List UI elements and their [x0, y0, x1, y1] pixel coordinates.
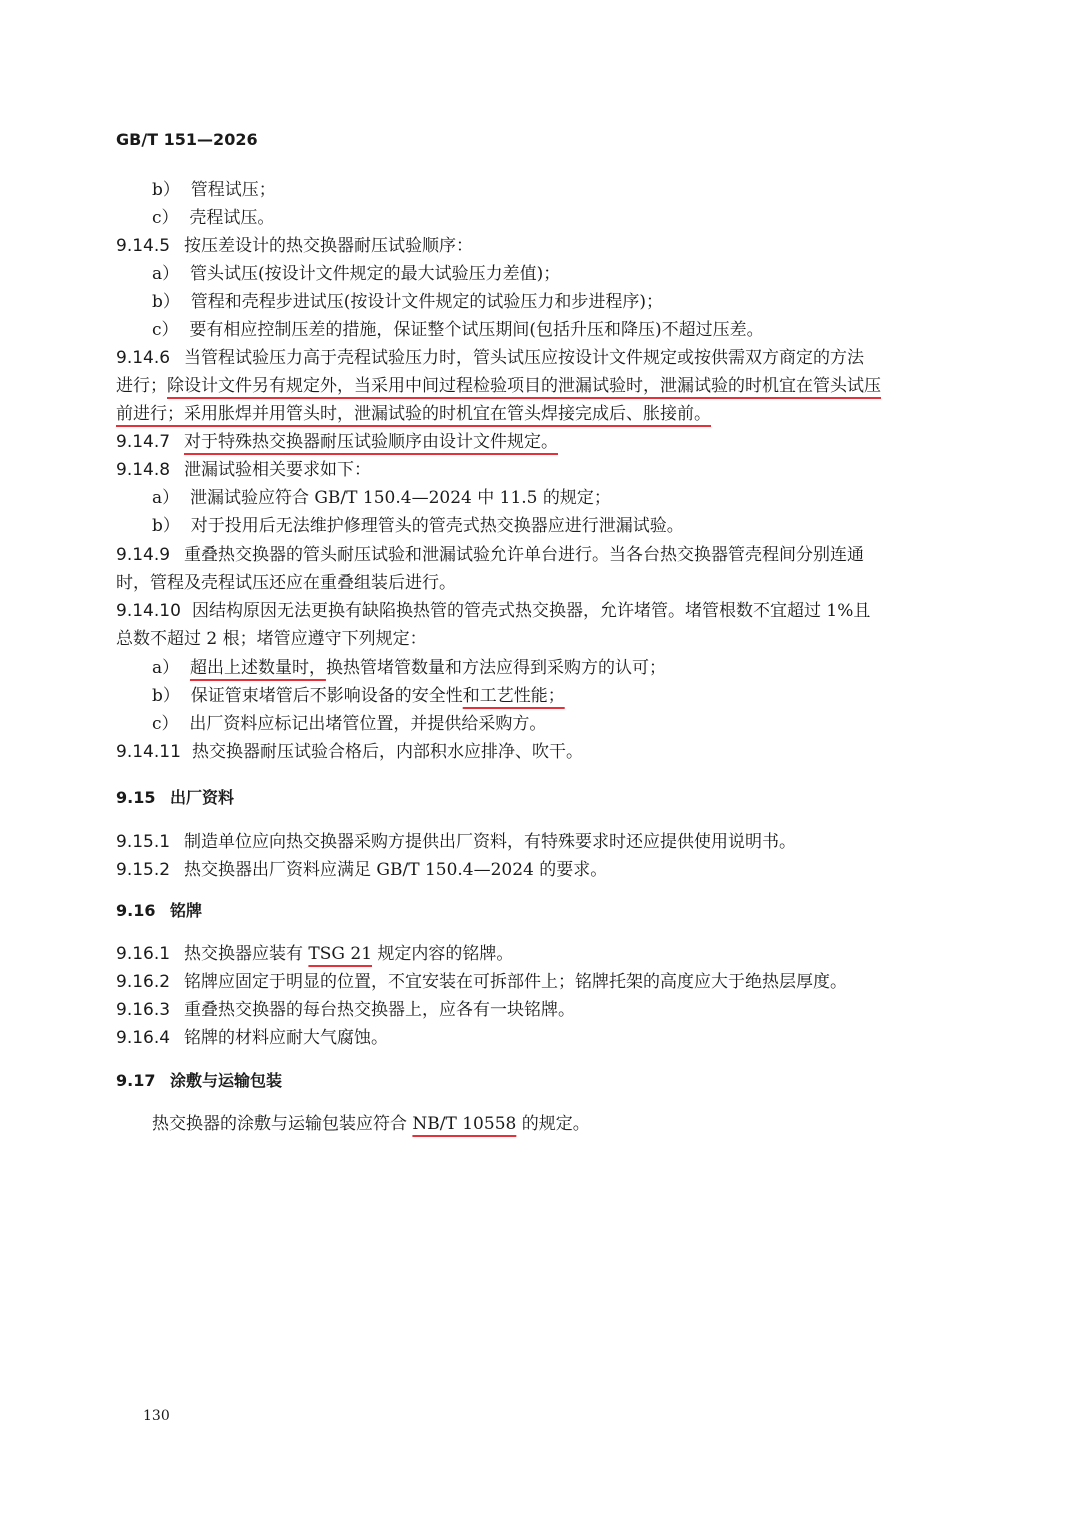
list-item — [152, 486, 611, 510]
clause-text: 按压差设计的热交换器耐压试验顺序： — [184, 236, 473, 256]
clause-text: 泄漏试验相关要求如下： — [184, 460, 371, 480]
list-item — [152, 178, 276, 202]
list-text: 出厂资料应标记出堵管位置，并提供给采购方。 — [189, 714, 547, 734]
clause-9-16-2 — [116, 970, 847, 994]
list-item — [152, 656, 666, 680]
list-text: 保证管束堵管后不影响设备的安全性 — [190, 686, 463, 706]
highlighted-text: 除设计文件另有规定外，当采用中间过程检验项目的泄漏试验时，泄漏试验的时机宜在管头试压 — [167, 376, 881, 396]
clause-number: 9.14.11 — [116, 742, 181, 762]
clause-number: 9.14.8 — [116, 460, 171, 480]
list-item — [152, 206, 274, 230]
list-text: 壳程试压。 — [189, 208, 275, 228]
clause-text: 规定内容的铭牌。 — [372, 944, 514, 964]
list-text: 要有相应控制压差的措施，保证整个试压期间(包括升压和降压)不超过压差。 — [189, 320, 764, 340]
list-label: c） — [152, 714, 179, 734]
clause-9-14-11 — [116, 740, 583, 764]
list-label: c） — [152, 320, 179, 340]
clause-text: 铭牌的材料应耐大气腐蚀。 — [184, 1028, 388, 1048]
clause-text: 总数不超过 2 根；堵管应遵守下列规定： — [116, 629, 427, 649]
highlighted-text: 对于特殊热交换器耐压试验顺序由设计文件规定。 — [184, 432, 558, 452]
document-header: GB/T 151—2026 — [116, 130, 258, 149]
section-title: 涂敷与运输包装 — [170, 1071, 283, 1090]
clause-number: 9.14.10 — [116, 601, 181, 621]
body-text: 热交换器的涂敷与运输包装应符合 — [152, 1114, 413, 1134]
page-number: 130 — [143, 1408, 170, 1424]
clause-text: 热交换器耐压试验合格后，内部积水应排净、吹干。 — [192, 742, 583, 762]
clause-9-16-4 — [116, 1026, 388, 1050]
body-text: 的规定。 — [516, 1114, 590, 1134]
clause-9-14-6 — [116, 346, 864, 370]
list-item — [152, 712, 546, 736]
list-label: b） — [152, 180, 180, 200]
clause-text: 热交换器应装有 — [184, 944, 309, 964]
clause-text: 因结构原因无法更换有缺陷换热管的管壳式热交换器，允许堵管。堵管根数不宜超过 1%且 — [192, 601, 871, 621]
section-heading-9-17 — [116, 1069, 282, 1093]
section-number: 9.17 — [116, 1071, 156, 1090]
list-text: 换热管堵管数量和方法应得到采购方的认可； — [325, 658, 666, 678]
section-heading-9-16 — [116, 899, 202, 923]
list-item — [152, 514, 684, 538]
section-heading-9-15 — [116, 786, 234, 810]
clause-9-16-3 — [116, 998, 575, 1022]
clause-number: 9.14.6 — [116, 348, 171, 368]
highlighted-text: NB/T 10558 — [412, 1114, 517, 1134]
section-title: 铭牌 — [170, 901, 203, 920]
clause-9-15-1 — [116, 830, 796, 854]
section-9-17-body — [152, 1112, 590, 1136]
clause-text: 当管程试验压力高于壳程试验压力时，管头试压应按设计文件规定或按供需双方商定的方法 — [184, 348, 864, 368]
list-label: b） — [152, 292, 180, 312]
section-number: 9.16 — [116, 901, 156, 920]
section-number: 9.15 — [116, 788, 156, 807]
clause-number: 9.15.2 — [116, 860, 171, 880]
clause-9-14-6-continued — [116, 374, 881, 398]
clause-9-16-1 — [116, 942, 513, 966]
list-label: c） — [152, 208, 179, 228]
clause-9-14-7 — [116, 430, 558, 454]
clause-number: 9.16.2 — [116, 972, 171, 992]
list-text: 泄漏试验应符合 GB/T 150.4—2024 中 11.5 的规定； — [189, 488, 611, 508]
list-label: b） — [152, 686, 180, 706]
clause-number: 9.15.1 — [116, 832, 171, 852]
clause-9-14-10 — [116, 599, 870, 623]
clause-text: 重叠热交换器的每台热交换器上，应各有一块铭牌。 — [184, 1000, 575, 1020]
clause-text: 制造单位应向热交换器采购方提供出厂资料，有特殊要求时还应提供使用说明书。 — [184, 832, 796, 852]
highlighted-text: 和工艺性能； — [462, 686, 565, 706]
clause-text: 重叠热交换器的管头耐压试验和泄漏试验允许单台进行。当各台热交换器管壳程间分别连通 — [184, 545, 864, 565]
highlighted-text: 超出上述数量时， — [189, 658, 326, 678]
clause-text: 铭牌应固定于明显的位置，不宜安装在可拆部件上；铭牌托架的高度应大于绝热层厚度。 — [184, 972, 847, 992]
clause-9-14-9 — [116, 543, 864, 567]
list-label: a） — [152, 488, 180, 508]
clause-text: 热交换器出厂资料应满足 GB/T 150.4—2024 的要求。 — [184, 860, 608, 880]
section-title: 出厂资料 — [170, 788, 235, 807]
clause-9-14-10-continued — [116, 627, 427, 651]
list-label: a） — [152, 264, 180, 284]
list-label: a） — [152, 658, 180, 678]
list-item — [152, 318, 764, 342]
clause-number: 9.14.5 — [116, 236, 171, 256]
clause-9-14-6-continued — [116, 402, 711, 426]
clause-9-14-8 — [116, 458, 371, 482]
clause-9-14-9-continued — [116, 571, 456, 595]
clause-number: 9.16.1 — [116, 944, 171, 964]
list-text: 管程和壳程步进试压(按设计文件规定的试验压力和步进程序)； — [190, 292, 663, 312]
list-item — [152, 262, 560, 286]
clause-9-15-2 — [116, 858, 607, 882]
clause-number: 9.14.9 — [116, 545, 171, 565]
clause-9-14-5 — [116, 234, 473, 258]
clause-number: 9.16.3 — [116, 1000, 171, 1020]
list-item — [152, 290, 663, 314]
clause-number: 9.16.4 — [116, 1028, 171, 1048]
list-text: 管头试压(按设计文件规定的最大试验压力差值)； — [189, 264, 561, 284]
list-text: 管程试压； — [190, 180, 276, 200]
highlighted-text: TSG 21 — [308, 944, 373, 964]
clause-text: 进行； — [116, 376, 167, 396]
highlighted-text: 前进行；采用胀焊并用管头时，泄漏试验的时机宜在管头焊接完成后、胀接前。 — [116, 404, 711, 424]
clause-number: 9.14.7 — [116, 432, 171, 452]
clause-text: 时，管程及壳程试压还应在重叠组装后进行。 — [116, 573, 456, 593]
list-label: b） — [152, 516, 180, 536]
list-item — [152, 684, 565, 708]
list-text: 对于投用后无法维护修理管头的管壳式热交换器应进行泄漏试验。 — [190, 516, 684, 536]
